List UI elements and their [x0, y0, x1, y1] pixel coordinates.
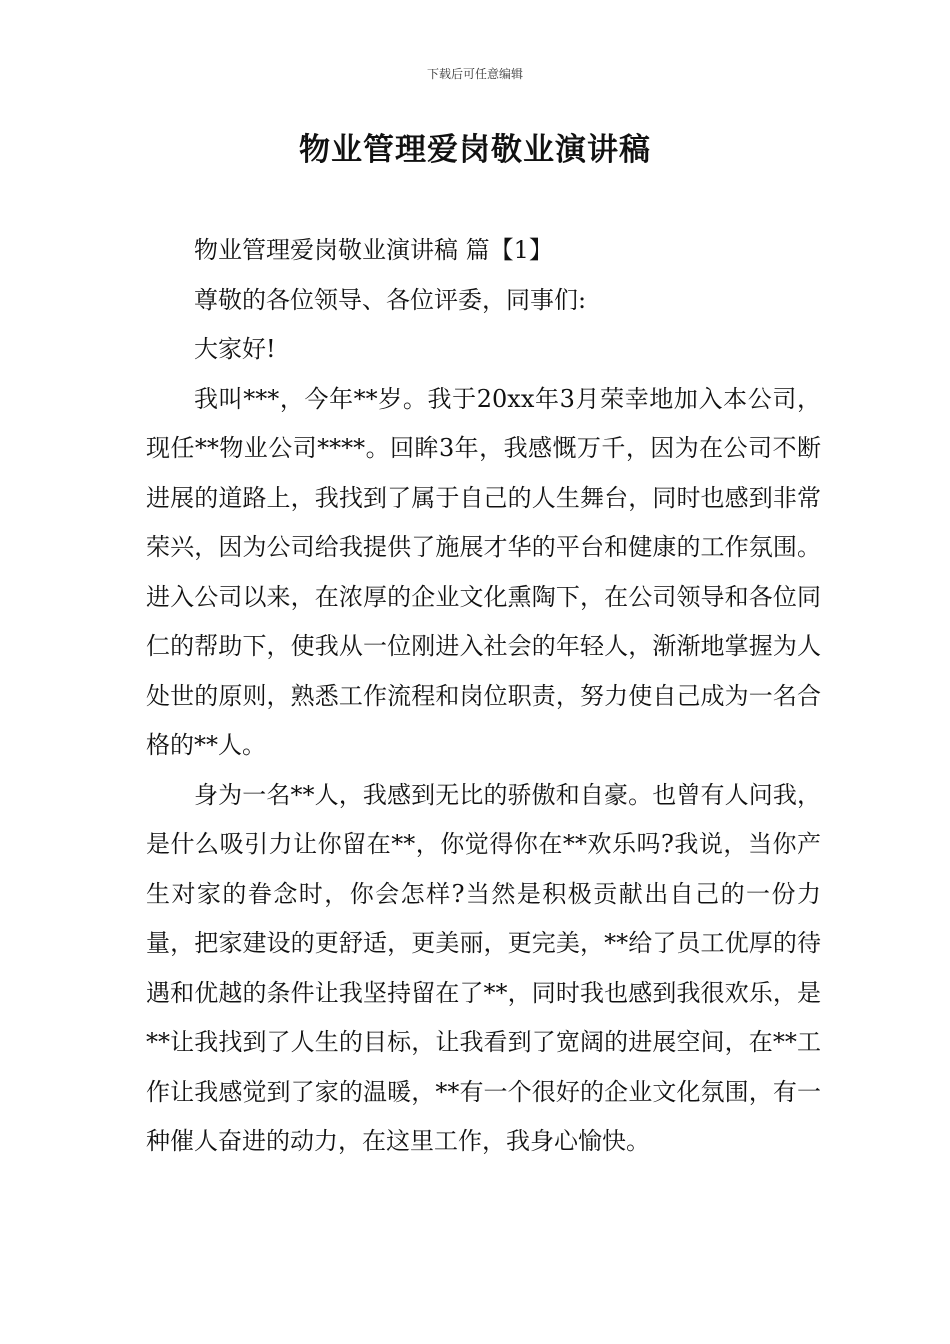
body-paragraph: 身为一名**人，我感到无比的骄傲和自豪。也曾有人问我，是什么吸引力让你留在**，你觉得你在**欢乐吗?我说，当你产生对家的眷念时，你会怎样?当然是积极贡献出自己的一份力量，把家建设的更舒适，更美丽，更完美，**给了员工优厚的待遇和优越的条件让我坚持留在了**，同时我也感到我很欢乐，是**让我找到了人生的目标，让我看到了宽阔的进展空间，在**工作让我感觉到了家的温暖，**有一个很好的企业文化氛围，有一种催人奋进的动力，在这里工作，我身心愉快。 [146, 780, 821, 1155]
page-header-note: 下载后可任意编辑 [426, 67, 523, 81]
greeting: 大家好! [194, 335, 276, 363]
document-title: 物业管理爱岗敬业演讲稿 [299, 132, 651, 168]
document-body [146, 226, 821, 1167]
salutation: 尊敬的各位领导、各位评委，同事们: [194, 285, 587, 314]
body-paragraph: 我叫***，今年**岁。我于20xx年3月荣幸地加入本公司，现任**物业公司****。回眸3年，我感慨万千，因为在公司不断进展的道路上，我找到了属于自己的人生舞台，同时也感到非常荣兴，因为公司给我提供了施展才华的平台和健康的工作氛围。进入公司以来，在浓厚的企业文化熏陶下，在公司领导和各位同仁的帮助下，使我从一位刚进入社会的年轻人，渐渐地掌握为人处世的原则，熟悉工作流程和岗位职责，努力使自己成为一名合格的**人。 [146, 384, 821, 759]
section-heading: 物业管理爱岗敬业演讲稿 篇【1】 [194, 236, 553, 264]
